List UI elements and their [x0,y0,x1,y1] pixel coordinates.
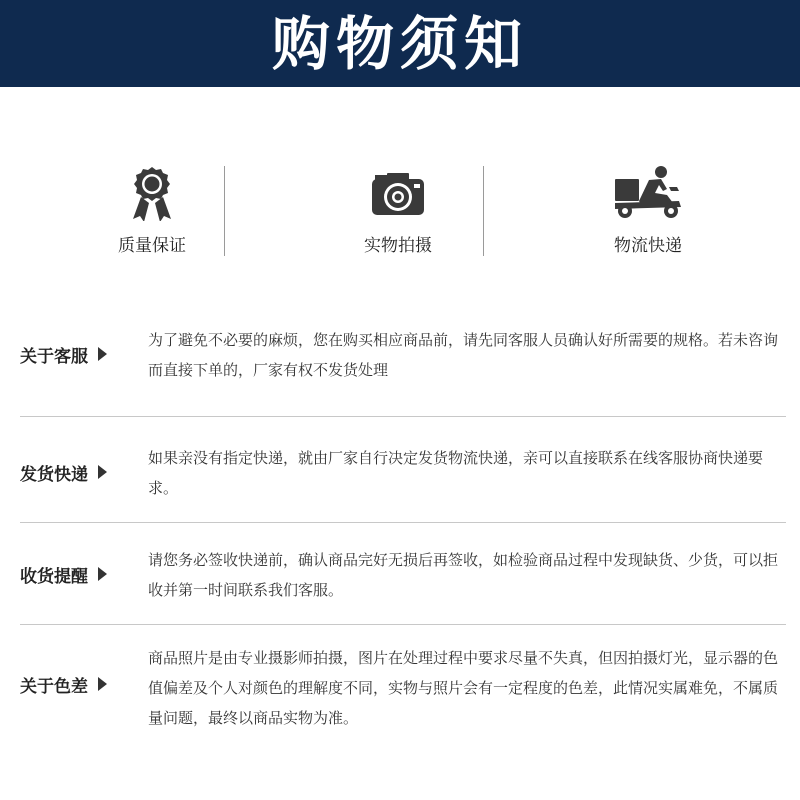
notice-text: 请您务必签收快递前，确认商品完好无损后再签收，如检验商品过程中发现缺货、少货，可以拒收并第一时间联系我们客服。 [148,551,779,599]
notice-text: 如果亲没有指定快递，就由厂家自行决定发货物流快递，亲可以直接联系在线客服协商快递要求。 [148,449,764,497]
arrow-right-icon [98,347,107,361]
feature-label: 物流快递 [614,236,682,256]
divider [20,416,786,417]
notice-text: 商品照片是由专业摄影师拍摄，图片在处理过程中要求尽量不失真，但因拍摄灯光，显示器的色值偏差及个人对颜色的理解度不同，实物与照片会有一定程度的色差，此情况实属难免，不属质量问题，最终以商品实物为准。 [148,649,779,727]
page-title: 购物须知 [271,9,528,78]
notice-title [20,559,130,589]
notice-title [20,339,130,369]
notice-title [20,457,130,487]
delivery-scooter-icon [611,165,685,221]
arrow-right-icon [98,567,107,581]
feature-row [0,165,800,260]
notice-title-text: 收货提醒 [20,566,88,587]
arrow-right-icon [98,677,107,691]
notice-title-text: 关于色差 [20,676,88,697]
notice-title-text: 发货快递 [20,464,88,485]
divider [20,522,786,523]
notice-title-text: 关于客服 [20,346,88,367]
feature-shipping [568,165,728,260]
feature-quality [72,165,232,260]
arrow-right-icon [98,465,107,479]
feature-label: 质量保证 [118,236,186,256]
medal-icon [115,165,189,221]
notice-title [20,669,130,699]
divider [20,624,786,625]
feature-photo [318,165,478,260]
feature-label: 实物拍摄 [364,236,432,256]
notice-text: 为了避免不必要的麻烦，您在购买相应商品前，请先同客服人员确认好所需要的规格。若未咨询而直接下单的，厂家有权不发货处理 [148,331,779,379]
feature-divider [224,166,225,256]
header-banner [0,0,800,87]
feature-divider [483,166,484,256]
camera-icon [361,165,435,221]
